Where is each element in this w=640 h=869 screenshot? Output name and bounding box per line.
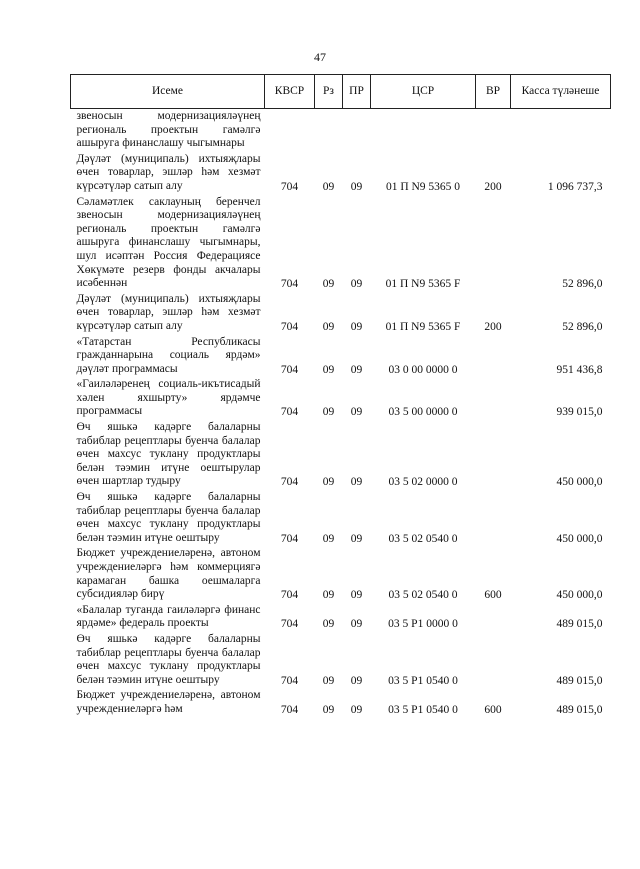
row-amount: 450 000,0: [556, 476, 603, 489]
header-kvsr: КВСР: [265, 75, 315, 109]
row-kvsr: 704: [280, 406, 299, 419]
row-name: «Гаиләләренең социаль-икътисадый хәлен яхшырту» ярдәмче программасы: [76, 378, 261, 418]
row-pr: 09: [350, 278, 363, 291]
row-amount: 450 000,0: [556, 589, 603, 602]
row-pr: 09: [350, 532, 363, 545]
row-name: Бюджет учреждениеләренә, автоном учреждениеләргә һәм: [76, 689, 261, 715]
row-kvsr: 704: [280, 674, 299, 687]
row-vr: 600: [484, 589, 502, 602]
table-row: [71, 109, 611, 152]
row-kvsr: 704: [280, 320, 299, 333]
table-row: [71, 603, 611, 632]
row-amount: 52 896,0: [562, 320, 603, 333]
row-pr: 09: [350, 363, 363, 376]
row-csr: 03 5 02 0540 0: [388, 532, 458, 545]
row-vr: [476, 603, 511, 632]
row-kvsr: 704: [280, 532, 299, 545]
table-body: [71, 109, 611, 718]
row-name: «Балалар туганда гаиләләргә финанс ярдәме» федераль проекты: [76, 603, 261, 630]
row-amount: 489 015,0: [556, 618, 603, 631]
row-name: Өч яшькә кадәрге балаларны табиблар рецептлары буенча балалар өчен махсус туклану продуктлары белән тәэмин итүне оештырулар өчен шартлар тудыру: [76, 421, 261, 488]
row-csr: 03 5 02 0000 0: [388, 476, 458, 489]
row-rz: 09: [322, 320, 335, 333]
row-pr: 09: [350, 320, 363, 333]
row-csr: 01 П N9 5365 0: [385, 180, 461, 193]
row-name: Бюджет учреждениеләренә, автоном учреждениеләргә һәм коммерциягә карамаган башка оешмаларга субсидияләр бирү: [76, 547, 261, 601]
row-name: звеносын модернизацияләүнең региональ проектын гамәлгә ашыруга финанслашу чыгымнары: [76, 110, 261, 150]
row-csr: 03 5 02 0540 0: [388, 589, 458, 602]
row-amount: 450 000,0: [556, 532, 603, 545]
row-pr: 09: [350, 180, 363, 193]
row-amount: [511, 109, 611, 152]
row-rz: 09: [322, 278, 335, 291]
row-rz: 09: [322, 363, 335, 376]
row-pr: 09: [350, 476, 363, 489]
row-rz: 09: [322, 589, 335, 602]
table-row: [71, 546, 611, 602]
row-kvsr: [265, 109, 315, 152]
row-pr: [343, 109, 371, 152]
table-row: [71, 292, 611, 335]
row-rz: 09: [322, 476, 335, 489]
row-kvsr: 704: [280, 476, 299, 489]
row-rz: 09: [322, 674, 335, 687]
row-pr: 09: [350, 406, 363, 419]
row-csr: 03 0 00 0000 0: [388, 363, 458, 376]
row-vr: [476, 632, 511, 688]
row-amount: 1 096 737,3: [547, 180, 603, 193]
row-vr: [476, 109, 511, 152]
row-amount: 939 015,0: [556, 406, 603, 419]
row-pr: 09: [350, 618, 363, 631]
table-row: [71, 335, 611, 378]
row-rz: 09: [322, 703, 335, 716]
row-csr: 03 5 P1 0540 0: [388, 674, 458, 687]
row-rz: 09: [322, 532, 335, 545]
row-vr: [476, 377, 511, 420]
row-name: Өч яшькә кадәрге балаларны табиблар рецептлары буенча балалар өчен махсус туклану продуктлары белән тәэмин итүне оештыру: [76, 632, 261, 686]
row-rz: [315, 109, 343, 152]
row-rz: 09: [322, 618, 335, 631]
row-name: Дәүләт (муниципаль) ихтыяҗлары өчен товарлар, эшләр һәм хезмәт күрсәтүләр сатып алу: [76, 152, 261, 192]
table-row: [71, 420, 611, 490]
table-row: [71, 490, 611, 546]
row-vr: 200: [484, 320, 502, 333]
row-rz: 09: [322, 406, 335, 419]
page-number: 47: [314, 50, 326, 64]
header-kassa: Касса түләнеше: [511, 75, 611, 109]
table-row: [71, 377, 611, 420]
row-amount: 489 015,0: [556, 703, 603, 716]
row-vr: [476, 335, 511, 378]
row-kvsr: 704: [280, 363, 299, 376]
row-kvsr: 704: [280, 180, 299, 193]
row-amount: 951 436,8: [556, 363, 603, 376]
row-name: Сәламәтлек саклауның беренчел звеносын модернизацияләүнең региональ проектын гамәлгә ашыруга финанслашу чыгымнары, шул исәптән Россия Федерациясе Хөкүмәте резерв фонды акчалары исәбеннән: [76, 195, 261, 290]
row-kvsr: 704: [280, 589, 299, 602]
row-vr: 600: [484, 703, 502, 716]
header-vr: ВР: [476, 75, 511, 109]
row-vr: [476, 195, 511, 292]
row-csr: 01 П N9 5365 F: [385, 320, 461, 333]
table-row: [71, 152, 611, 195]
row-csr: 03 5 P1 0540 0: [388, 703, 458, 716]
row-kvsr: 704: [280, 703, 299, 716]
row-name: Өч яшькә кадәрге балаларны табиблар рецептлары буенча балалар өчен махсус туклану продуктлары белән тәэмин итүне оештыру: [76, 491, 261, 544]
row-csr: 03 5 00 0000 0: [388, 406, 458, 419]
row-name: Дәүләт (муниципаль) ихтыяҗлары өчен товарлар, эшләр һәм хезмәт күрсәтүләр сатып алу: [76, 292, 261, 332]
row-vr: 200: [484, 180, 502, 193]
header-rz: Рз: [315, 75, 343, 109]
row-csr: 01 П N9 5365 F: [385, 278, 461, 291]
row-pr: 09: [350, 589, 363, 602]
row-kvsr: 704: [280, 278, 299, 291]
header-pr: ПР: [343, 75, 371, 109]
table-row: [71, 688, 611, 717]
table-row: [71, 195, 611, 292]
row-amount: 489 015,0: [556, 674, 603, 687]
header-csr: ЦСР: [371, 75, 476, 109]
row-csr: [371, 109, 476, 152]
row-pr: 09: [350, 674, 363, 687]
row-vr: [476, 490, 511, 546]
row-vr: [476, 420, 511, 490]
row-kvsr: 704: [280, 618, 299, 631]
row-csr: 03 5 P1 0000 0: [388, 618, 458, 631]
row-pr: 09: [350, 703, 363, 716]
row-name: «Татарстан Республикасы гражданнарына социаль ярдәм» дәүләт программасы: [76, 335, 261, 375]
budget-table: [70, 74, 611, 718]
table-header-row: [71, 75, 611, 109]
header-name: Исеме: [71, 75, 265, 109]
table-row: [71, 632, 611, 688]
row-rz: 09: [322, 180, 335, 193]
row-amount: 52 896,0: [562, 278, 603, 291]
